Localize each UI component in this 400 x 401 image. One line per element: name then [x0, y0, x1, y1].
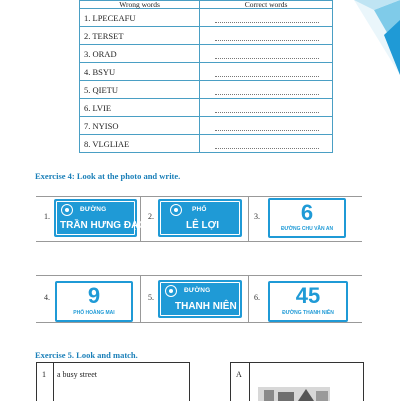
- item-number: 6.: [254, 293, 260, 302]
- street-photo: [258, 387, 330, 401]
- wrong-word: 6. LVIE: [80, 99, 200, 117]
- answer-blank[interactable]: [200, 135, 333, 153]
- exercise-4-title: Exercise 4: Look at the photo and write.: [35, 171, 181, 181]
- exercise-5-title: Exercise 5. Look and match.: [35, 350, 138, 360]
- sign-type: ĐƯỜNG: [184, 287, 211, 294]
- match-number: 1: [42, 370, 46, 379]
- answer-blank[interactable]: [200, 81, 333, 99]
- sign-name: THANH NIÊN: [175, 301, 237, 312]
- street-sign-thanh-nien: [158, 280, 242, 318]
- wrong-word: 1. LPECEAFU: [80, 9, 200, 27]
- house-number-sign-6: [268, 198, 346, 238]
- house-number-sign-45: [268, 281, 348, 322]
- header-correct-words: Correct words: [200, 1, 333, 9]
- item-number: 1.: [44, 212, 50, 221]
- hanoi-emblem-icon: [165, 285, 177, 297]
- answer-blank[interactable]: [200, 45, 333, 63]
- answer-blank[interactable]: [200, 9, 333, 27]
- wrong-word: 8. VLGLIAE: [80, 135, 200, 153]
- header-wrong-words: Wrong words: [80, 1, 200, 9]
- item-number: 4.: [44, 293, 50, 302]
- house-number-sign-9: [55, 281, 133, 322]
- wrong-word: 7. NYISO: [80, 117, 200, 135]
- street-sign-le-loi: [158, 199, 242, 237]
- sign-street: ĐƯỜNG CHU VĂN AN: [280, 226, 334, 232]
- hanoi-emblem-icon: [61, 204, 73, 216]
- house-number: 45: [295, 283, 321, 308]
- sign-street: ĐƯỜNG THANH NIÊN: [282, 310, 334, 316]
- wrong-word: 4. BSYU: [80, 63, 200, 81]
- answer-blank[interactable]: [200, 117, 333, 135]
- street-sign-tran-hung-dao: [54, 199, 147, 237]
- wrong-word: 5. QIETU: [80, 81, 200, 99]
- sign-name: LÊ LỢI: [186, 220, 219, 231]
- match-right-item: [230, 362, 364, 401]
- sign-type: ĐƯỜNG: [80, 206, 107, 213]
- corner-decoration: [354, 0, 400, 75]
- sign-street: PHỐ HOÀNG MAI: [73, 310, 115, 316]
- wrong-word: 3. ORAD: [80, 45, 200, 63]
- house-number: 6: [300, 200, 314, 225]
- answer-blank[interactable]: [200, 27, 333, 45]
- item-number: 2.: [148, 212, 154, 221]
- match-text: a busy street: [57, 370, 97, 379]
- item-number: 5.: [148, 293, 154, 302]
- answer-blank[interactable]: [200, 63, 333, 81]
- sign-type: PHỐ: [192, 206, 207, 213]
- word-table: [79, 0, 333, 153]
- match-left-item: [36, 362, 190, 401]
- match-letter: A: [236, 370, 242, 379]
- house-number: 9: [87, 283, 101, 308]
- hanoi-emblem-icon: [170, 204, 182, 216]
- answer-blank[interactable]: [200, 99, 333, 117]
- item-number: 3.: [254, 212, 260, 221]
- wrong-word: 2. TERSET: [80, 27, 200, 45]
- sign-name: TRẦN HƯNG ĐẠO: [60, 220, 147, 231]
